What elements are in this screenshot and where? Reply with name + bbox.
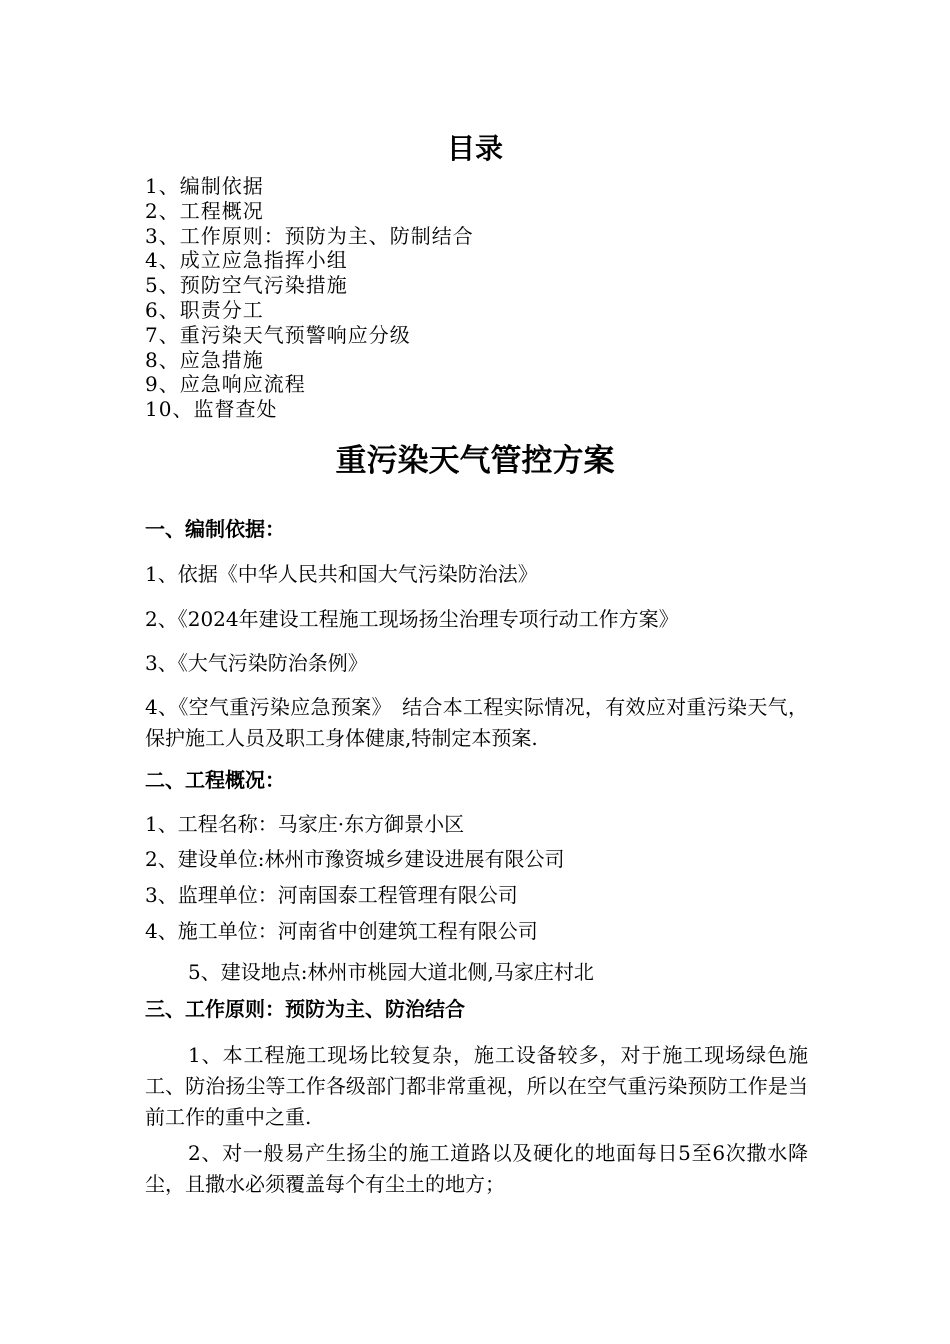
basis-item: 2、《2024年建设工程施工现场扬尘治理专项行动工作方案》 <box>145 607 679 631</box>
toc-item: 8、应急措施 <box>145 347 264 372</box>
toc-item: 7、重污染天气预警响应分级 <box>145 322 411 347</box>
basis-item: 3、《大气污染防治条例》 <box>145 651 368 675</box>
basis-item: 1、依据《中华人民共和国大气污染防治法》 <box>145 562 538 586</box>
overview-item: 5、建设地点:林州市桃园大道北侧,马家庄村北 <box>188 960 594 984</box>
principle-paragraph <box>145 1040 808 1133</box>
section-heading-basis: 一、编制依据： <box>145 517 285 541</box>
overview-item: 1、工程名称：马家庄·东方御景小区 <box>145 812 465 836</box>
toc-item: 4、成立应急指挥小组 <box>145 248 348 273</box>
basis-item-paragraph: 4、《空气重污染应急预案》 结合本工程实际情况，有效应对重污染天气，保护施工人员及职工身体健康,特制定本预案. <box>145 695 808 750</box>
section-heading-principles: 三、工作原则：预防为主、防治结合 <box>145 997 465 1021</box>
toc-item: 2、工程概况 <box>145 198 264 223</box>
principle-paragraph <box>145 1138 808 1200</box>
toc-item: 10、监督查处 <box>145 397 278 422</box>
overview-item: 3、监理单位：河南国泰工程管理有限公司 <box>145 883 518 907</box>
principle-text: 2、对一般易产生扬尘的施工道路以及硬化的地面每日5至6次撒水降尘，且撒水必须覆盖每个有尘土的地方； <box>145 1141 808 1196</box>
toc-title: 目录 <box>446 132 503 165</box>
toc-item: 9、应急响应流程 <box>145 372 306 397</box>
principle-text: 1、本工程施工现场比较复杂，施工设备较多，对于施工现场绿色施工、防治扬尘等工作各级部门都非常重视，所以在空气重污染预防工作是当前工作的重中之重. <box>145 1043 808 1129</box>
table-of-contents <box>145 174 825 422</box>
toc-item: 1、编制依据 <box>145 174 264 198</box>
overview-item: 4、施工单位：河南省中创建筑工程有限公司 <box>145 919 538 943</box>
section-heading-overview: 二、工程概况： <box>145 768 285 792</box>
overview-item: 2、建设单位:林州市豫资城乡建设进展有限公司 <box>145 847 565 871</box>
toc-item: 6、职责分工 <box>145 297 264 322</box>
document-title: 重污染天气管控方案 <box>335 443 615 479</box>
toc-item: 3、工作原则：预防为主、防制结合 <box>145 223 474 248</box>
toc-item: 5、预防空气污染措施 <box>145 273 348 298</box>
